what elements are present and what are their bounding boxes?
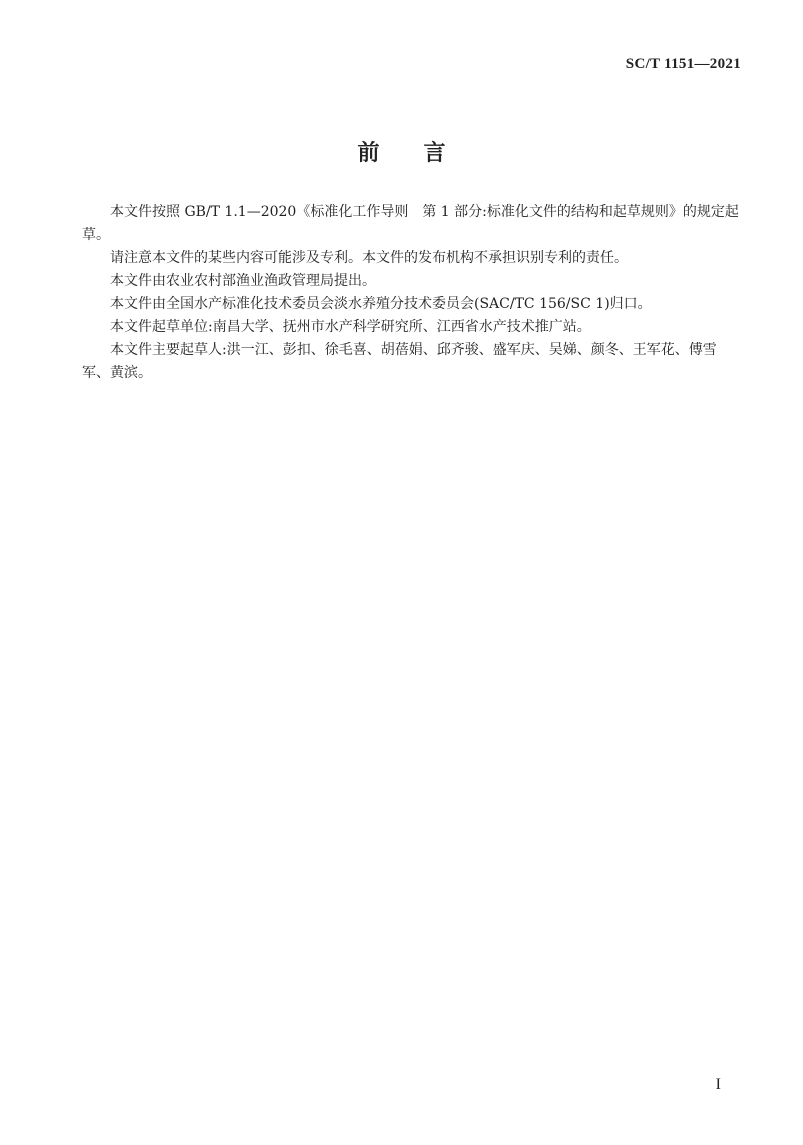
paragraph-centralized-by: 本文件由全国水产标准化技术委员会淡水养殖分技术委员会(SAC/TC 156/SC 1)归口。 bbox=[110, 296, 652, 312]
paragraph-standard-basis: 本文件按照 GB/T 1.1—2020《标准化工作导则 第 1 部分:标准化文件的结构和起草规则》的规定起草。 bbox=[82, 204, 739, 243]
paragraph-patent-notice: 请注意本文件的某些内容可能涉及专利。本文件的发布机构不承担识别专利的责任。 bbox=[110, 250, 628, 266]
title-char-1: 前 bbox=[357, 141, 380, 166]
paragraph-proposer: 本文件由农业农村部渔业渔政管理局提出。 bbox=[110, 273, 376, 289]
paragraph-drafters: 本文件主要起草人:洪一江、彭扣、徐毛喜、胡蓓娟、邱齐骏、盛军庆、吴娣、颜冬、王军花、傅雪军、黄滨。 bbox=[82, 342, 717, 381]
foreword-body bbox=[82, 201, 744, 385]
title-char-2: 言 bbox=[423, 141, 446, 166]
document-code: SC/T 1151—2021 bbox=[625, 56, 741, 72]
paragraph-drafting-units: 本文件起草单位:南昌大学、抚州市水产科学研究所、江西省水产技术推广站。 bbox=[110, 319, 591, 335]
page-number: I bbox=[715, 1076, 721, 1093]
page-title bbox=[0, 136, 803, 167]
